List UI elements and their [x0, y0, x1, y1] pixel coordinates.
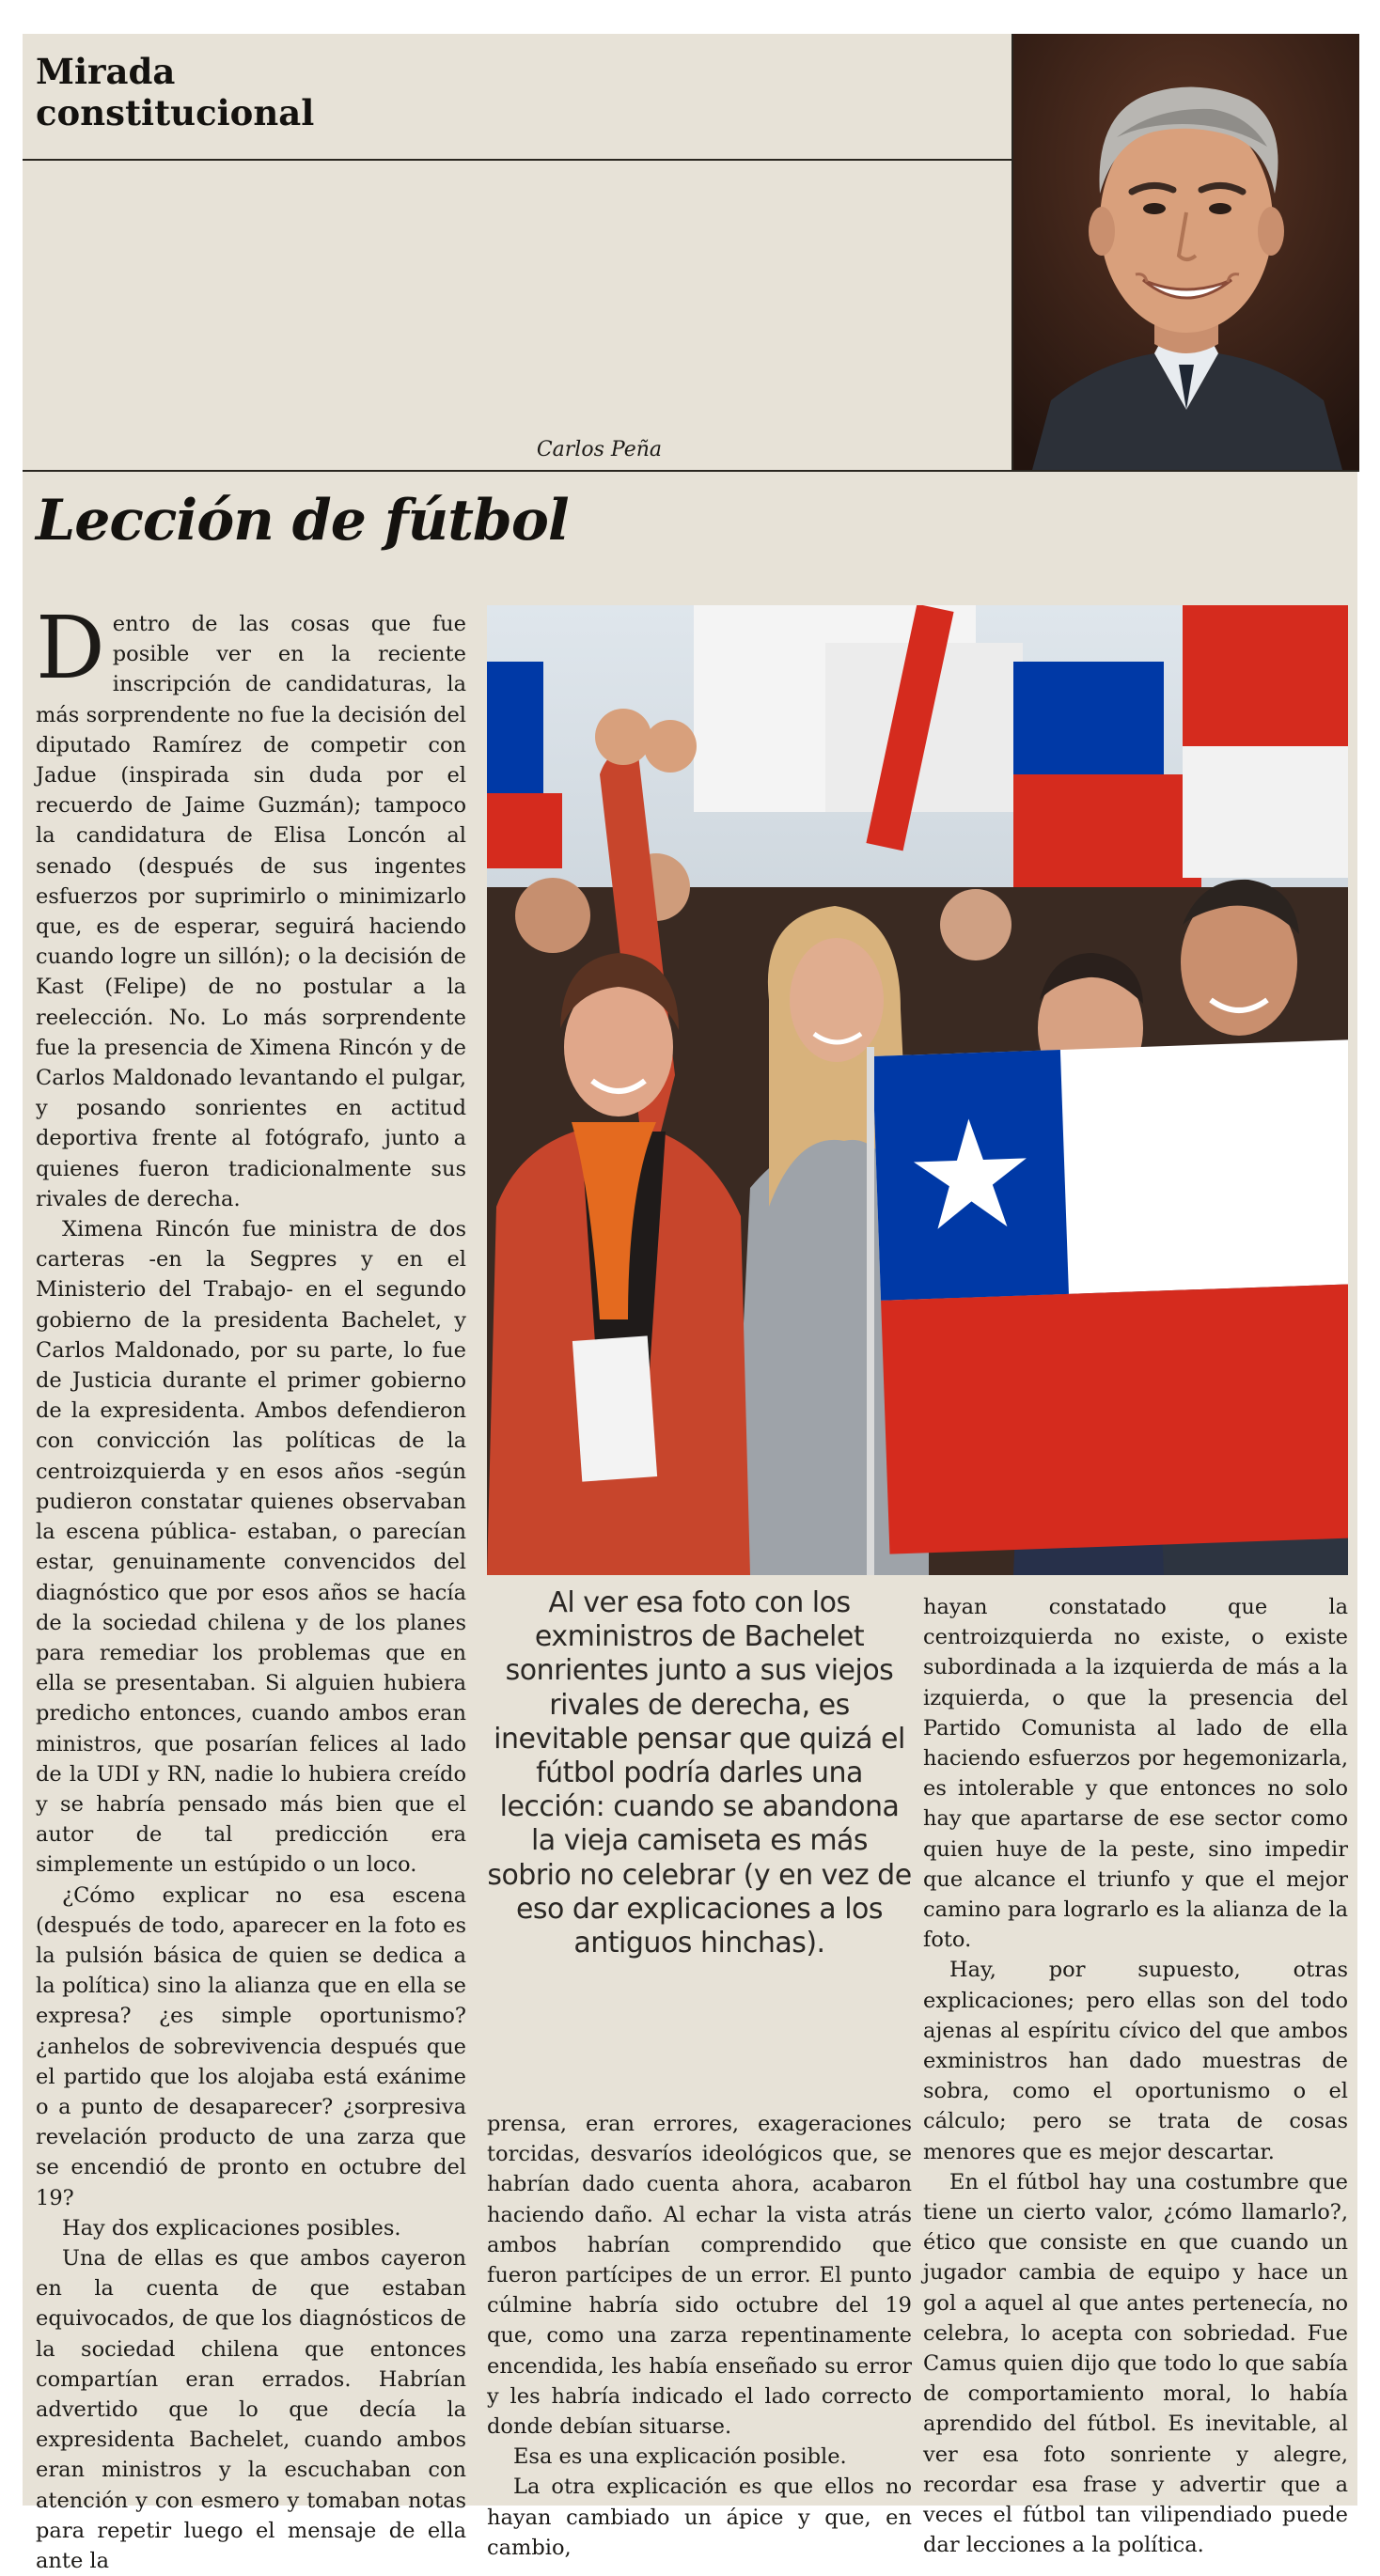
paragraph: Hay, por supuesto, otras explicaciones; pero ellas son del todo ajenas al espíritu cívico del que ambos exministros han dado muestras de sobra, como el oportunismo o el cálculo; pero se trata de cosas menores que es mejor descartar.: [923, 1958, 1348, 2164]
paragraph-text: entro de las cosas que fue posible ver en la reciente inscripción de candidaturas, la más sorprendente no fue la decisión del diputado Ramírez de competir con Jadue (inspirada sin duda por el recuerdo de Jaime Guzmán); tampoco la candidatura de Elisa Loncón al senado (después de sus ingentes esfuerzos por suprimirlo o minimizarlo que, es de esperar, seguirá haciendo cuando logre un sillón); o la decisión de Kast (Felipe) de no postular a la reelección. No. Lo más sorprendente fue la presencia de Ximena Rincón y de Carlos Maldonado levantando el pulgar, y posando sonrientes en actitud deportiva frente al fotógrafo, junto a quienes fueron tradicionalmente sus rivales de derecha.: [36, 612, 466, 1211]
paragraph: ¿Cómo explicar no esa escena (después de todo, aparecer en la foto es la pulsión básica de quien se dedica a la política) sino la alianza que en ella se expresa? ¿es simple oportunismo? ¿anhelos de sobrevivencia después que el partido que los alojaba está exánime o a punto de desaparecer? ¿sorpresiva revelación producto de una zarza que se encendió de pronto en octubre del 19?: [36, 1882, 466, 2210]
article-headline: Lección de fútbol: [36, 488, 569, 554]
paragraph: En el fútbol hay una costumbre que tiene un cierto valor, ¿cómo llamarlo?, ético que consiste en que cuando un jugador cambia de equipo y hace un gol a aquel al que antes pertenecía, no celebra, lo acepta con sobriedad. Fue Camus quien dijo que todo lo que sabía de comportamiento moral, lo había aprendido del fútbol. Es inevitable, al ver esa foto sonriente y alegre, recordar esa frase y advertir que a veces el fútbol tan vilipendiado puede dar lecciones a la política.: [923, 2169, 1348, 2558]
author-portrait-illustration: [1013, 34, 1359, 470]
title-rule: [23, 159, 1011, 161]
article-column-3: [923, 1592, 1348, 2561]
paragraph: [36, 598, 466, 1214]
section-header: [23, 34, 1011, 472]
section-title: [36, 51, 412, 133]
paragraph: hayan constatado que la centroizquierda no existe, o existe subordinada a la izquierda de más a la izquierda, o que la presencia del Partido Comunista al lado de ella haciendo esfuerzos por hegemonizarla, es intolerable y que entonces no solo hay que apartarse de ese sector como quien huye de la peste, sino impedir que alcance el triunfo y que el mejor camino para lograrlo es la alianza de la foto.: [923, 1595, 1348, 1953]
newspaper-page: [23, 34, 1357, 2573]
article-photo: [487, 605, 1348, 1575]
crowd-with-flags-illustration: [487, 605, 1348, 1575]
author-caption: Carlos Peña: [536, 438, 662, 461]
author-portrait: [1011, 34, 1359, 472]
paragraph: Ximena Rincón fue ministra de dos carteras -en la Segpres y en el Ministerio del Trabajo- en el segundo gobierno de la presidenta Bachelet, y Carlos Maldonado, por su parte, lo fue de Justicia durante el primer gobierno de la expresidenta. Ambos defendieron con convicción las políticas de la centroizquierda y en esos años -según pudieron constatar quienes observaban la escena pública- estaban, o parecían estar, genuinamente convencidos del diagnóstico que por esos años se hacía de la sociedad chilena y de los planes para remediar los problemas que en ella se presentaban. Si alguien hubiera predicho entonces, cuando ambos eran ministros, que posarían felices al lado de la UDI y RN, nadie lo hubiera creído y se habría pensado más bien que el autor de tal predicción era simplemente un estúpido o un loco.: [36, 1217, 466, 1878]
paragraph: Esa es una explicación posible.: [513, 2444, 847, 2470]
section-title-line1: Mirada: [36, 51, 176, 92]
paragraph: Una de ellas es que ambos cayeron en la cuenta de que estaban equivocados, de que los diagnósticos de la sociedad chilena que entonces compartían eran errados. Habrían advertido que lo que decía la expresidenta Bachelet, cuando ambos eran ministros y la escuchaban con atención y con esmero y tomaban notas para repetir luego el mensaje de ella ante la: [36, 2245, 466, 2573]
article-column-2: [487, 2109, 912, 2563]
paragraph: prensa, eran errores, exageraciones torcidas, desvaríos ideológicos que, se habrían dado cuenta ahora, acabaron haciendo daño. Al echar la vista atrás ambos habrían comprendido que fueron partícipes de un error. El punto cúlmine habría sido octubre del 19 que, como una zarza repentinamente encendida, les había enseñado su error y les habría indicado el lado correcto donde debían situarse.: [487, 2112, 912, 2440]
drop-cap: D: [36, 598, 105, 698]
paragraph: Hay dos explicaciones posibles.: [62, 2215, 401, 2240]
pull-quote: Al ver esa foto con los exministros de Bachelet sonrientes junto a sus viejos rivales de derecha, es inevitable pensar que quizá el fútbol podría darles una lección: cuando se abandona la vieja camiseta es más sobrio no celebrar (y en vez de eso dar explicaciones a los antiguos hinchas).: [487, 1586, 912, 1960]
article-column-1: [36, 598, 466, 2576]
section-title-line2: constitucional: [36, 92, 315, 133]
paragraph: La otra explicación es que ellos no hayan cambiado un ápice y que, en cambio,: [487, 2475, 912, 2560]
